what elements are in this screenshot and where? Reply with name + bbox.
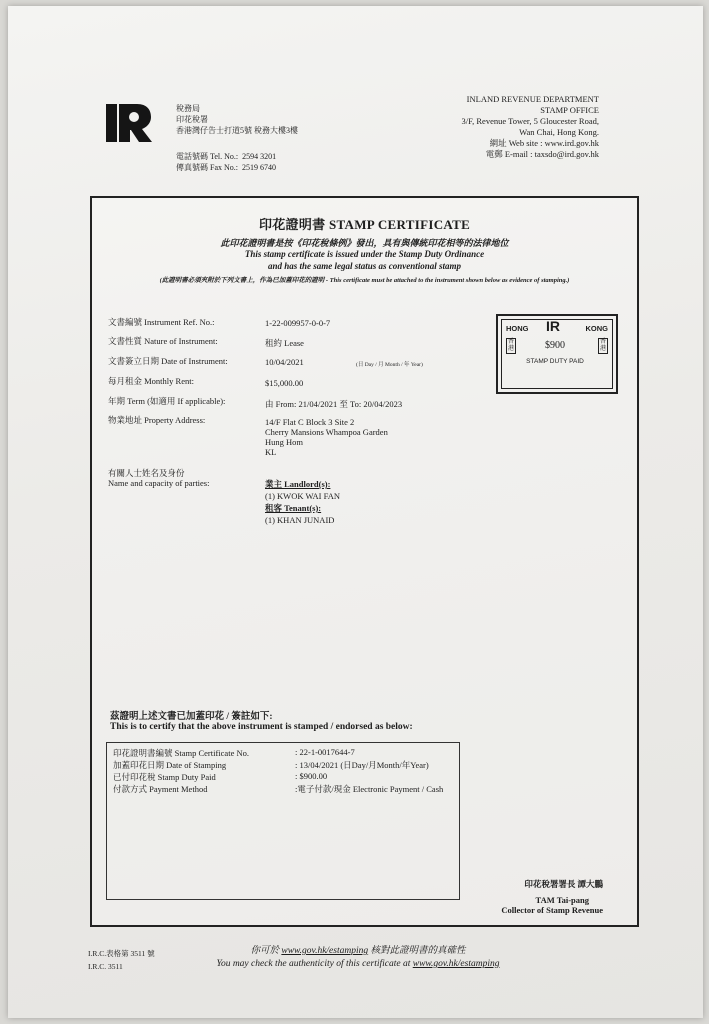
address-en-1: 3/F, Revenue Tower, 5 Gloucester Road, — [461, 116, 599, 126]
certificate-box — [90, 196, 639, 927]
website: 網址 Web site : www.ird.gov.hk — [489, 138, 599, 148]
tenant-value: (1) KHAN JUNAID — [265, 515, 335, 525]
verify-cn-link[interactable]: www.gov.hk/estamping — [281, 946, 369, 956]
office-cn: 印花稅署 — [176, 115, 208, 124]
property-address — [265, 417, 388, 457]
address-line: Cherry Mansions Whampoa Garden — [265, 427, 388, 437]
attach-note: (此證明書必須夾附於下列文書上，作為已加蓋印花的證明 - This certificate must be attached to the instrument shown below as evidence of stamping.) — [159, 277, 570, 284]
verify-en — [188, 959, 528, 969]
term-label: 年期 Term (如適用 If applicable): — [108, 396, 226, 406]
stamp-inner — [501, 319, 613, 389]
address-line: 14/F Flat C Block 3 Site 2 — [265, 417, 355, 427]
dept-cn: 稅務局 — [176, 104, 200, 113]
tel-label: 電話號碼 Tel. No.: — [176, 152, 239, 161]
verify-cn-pre: 你可於 — [250, 946, 282, 956]
stamp-kong: KONG — [585, 324, 608, 333]
subtitle-cn: 此印花證明書是按《印花稅條例》發出，具有與傳統印花相等的法律地位 — [220, 238, 509, 248]
address-line: KL — [265, 447, 277, 457]
stamping-date-value: : 13/04/2021 (日Day/月Month/年Year) — [295, 760, 429, 770]
rent-value: $15,000.00 — [265, 378, 304, 388]
stamp-side-left: 香港 — [507, 339, 514, 352]
subtitle-en-2: and has the same legal status as conventional stamp — [267, 261, 462, 271]
form-number-cn: I.R.C.表格第 3511 號 — [88, 949, 155, 958]
parties-label — [108, 468, 209, 488]
signatory-title: Collector of Stamp Revenue — [501, 905, 603, 915]
parties — [265, 478, 340, 526]
ref-label: 文書編號 Instrument Ref. No.: — [108, 317, 215, 327]
email: 電郵 E-mail : taxsdo@ird.gov.hk — [485, 149, 599, 159]
address-cn: 香港灣仔告士打道5號 稅務大樓3樓 — [176, 126, 298, 135]
signatory-name: TAM Tai-pang — [535, 895, 589, 905]
fax-value: 2519 6740 — [242, 163, 276, 172]
verify-en-link[interactable]: www.gov.hk/estamping — [412, 959, 500, 969]
verify-cn-post: 核對此證明書的真確性 — [368, 946, 466, 956]
address-en-2: Wan Chai, Hong Kong. — [519, 127, 599, 137]
stamp-hong: HONG — [506, 324, 529, 333]
stamp-amount: $900 — [545, 340, 565, 351]
stamp-side-right: 香港 — [599, 339, 606, 352]
duty-value: : $900.00 — [295, 771, 328, 781]
header-right — [461, 94, 599, 160]
form-number-en: I.R.C. 3511 — [88, 962, 123, 971]
certificate-paper — [8, 6, 703, 1018]
certify-cn: 茲證明上述文書已加蓋印花 / 簽註如下: — [110, 712, 273, 722]
date-label: 文書簽立日期 Date of Instrument: — [108, 356, 228, 366]
signatory-cn: 印花稅署署長 譚大鵬 — [524, 879, 603, 889]
address-line: Hung Hom — [265, 437, 304, 447]
date-value: 10/04/2021 — [265, 357, 304, 367]
stamping-date-label: 加蓋印花日期 Date of Stamping — [113, 760, 227, 770]
tenant-label: 租客 Tenant(s): — [265, 503, 322, 513]
verify-cn — [188, 942, 528, 956]
parties-label-en: Name and capacity of parties: — [108, 478, 210, 488]
certificate-title: 印花證明書 STAMP CERTIFICATE — [258, 217, 471, 232]
header-contacts — [176, 151, 276, 173]
stamping-details-box — [106, 742, 460, 900]
method-label: 付款方式 Payment Method — [113, 784, 208, 794]
method-value: :電子付款/現金 Electronic Payment / Cash — [295, 784, 444, 794]
parties-label-cn: 有關人士姓名及身份 — [108, 468, 185, 478]
tel-value: 2594 3201 — [242, 152, 277, 161]
verify-en-pre: You may check the authenticity of this certificate at — [216, 959, 413, 969]
stamp-logo: IR — [546, 318, 560, 334]
duty-label: 已付印花稅 Stamp Duty Paid — [113, 772, 216, 782]
rent-label: 每月租金 Monthly Rent: — [108, 376, 194, 386]
office-en: STAMP OFFICE — [540, 105, 599, 115]
cert-no-value: : 22-1-0017644-7 — [295, 747, 355, 757]
subtitle-en-1: This stamp certificate is issued under the Stamp Duty Ordinance — [244, 249, 485, 259]
header-left-cn — [176, 103, 298, 136]
term-value: 由 From: 21/04/2021 至 To: 20/04/2023 — [265, 399, 403, 409]
cert-no-label: 印花證明書編號 Stamp Certificate No. — [113, 748, 249, 758]
nature-value: 租約 Lease — [265, 338, 304, 348]
fax-label: 傳真號碼 Fax No.: — [176, 163, 238, 172]
landlord-value: (1) KWOK WAI FAN — [265, 491, 340, 501]
ird-logo — [105, 100, 153, 146]
stamp-paid-text: STAMP DUTY PAID — [526, 358, 584, 365]
address-label: 物業地址 Property Address: — [108, 415, 206, 425]
stamp-duty-paid-stamp — [496, 314, 618, 394]
ref-value: 1-22-009957-0-0-7 — [265, 318, 331, 328]
nature-label: 文書性質 Nature of Instrument: — [108, 336, 218, 346]
landlord-label: 業主 Landlord(s): — [265, 479, 331, 489]
certify-en: This is to certify that the above instrument is stamped / endorsed as below: — [110, 722, 413, 732]
date-format: (日 Day / 月 Month / 年 Year) — [356, 362, 423, 368]
dept-en: INLAND REVENUE DEPARTMENT — [466, 94, 599, 104]
